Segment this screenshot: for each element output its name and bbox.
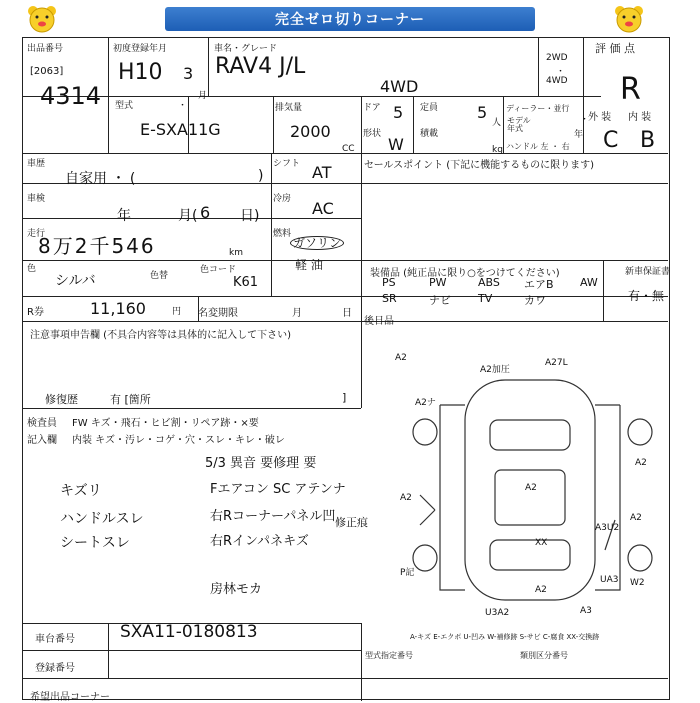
remark-scratch: キズリ [60,483,102,499]
lot-number: 4314 [40,82,102,110]
repair-history-close: ] [342,391,347,404]
remark-note: 房林モカ [210,582,263,597]
dealer-label: ディーラー・並行 [506,104,570,113]
capacity-label: 定員 [420,103,439,113]
fuel-gasoline: ガソリン [290,236,344,250]
load-label: 積載 [420,129,439,139]
equipment-item: エアB [524,278,554,291]
remark-noise: 5/3 異音 要修理 要 [205,456,317,471]
bear-mascot-icon [25,4,59,34]
bear-mascot-icon [612,4,646,34]
damage-mark-label: P記 [400,568,415,578]
fuel-diesel: 軽 油 [295,258,323,272]
recycle-ticket-value: 11,160 [90,299,146,318]
remark-panel-scratch: 右Rインパネキズ [210,534,309,549]
equipment-item: TV [478,292,493,305]
color-code-label: 色コード [200,265,237,275]
drive-option-2wd: 2WD [546,53,568,63]
shift-value: AT [312,163,332,182]
later-items-label: 後日品 [364,316,394,327]
interior-grade: B [640,128,656,153]
model-label: 型式 [115,101,134,111]
equipment-item: ABS [478,276,500,289]
remark-handle-wear: ハンドルスレ [60,511,144,527]
color-value: シルバ [55,273,96,289]
lot-number-label: 出品番号 [27,44,64,54]
damage-mark-label: A2 [525,483,537,493]
damage-mark-label: A2 [635,458,647,468]
name-change-day: 日 [342,308,352,319]
drive-option-4wd: 4WD [546,76,568,86]
inspection-month-unit: 月( [178,208,198,224]
entry-label: 記入欄 [27,435,57,446]
car-name-label: 車名・グレード [214,44,278,54]
damage-mark-label: A2 [535,585,547,595]
reg-era: H10 [118,60,163,85]
equipment-item: PW [429,276,447,289]
remark-repair-trace: 修正痕 [335,516,368,529]
checker-row-fw: FW キズ・飛石・ヒビ割・リペア跡・×要 [72,418,259,429]
damage-mark-label: W2 [630,578,645,588]
chassis-number: SXA11-0180813 [120,622,258,642]
warranty-label: 新車保証書 [625,267,671,277]
diagram-legend: A-キズ E-エクボ U-凹み W-補修跡 S-サビ C-腐食 XX-交換跡 [410,633,600,641]
shift-label: シフト [273,159,301,169]
history-value: 自家用 ・ ( [65,171,136,187]
drive-type: 4WD [380,77,419,96]
warranty-value: 有・無 [628,289,665,303]
handle-side: ハンドル 左 ・ 右 [506,142,570,151]
displacement-value: 2000 [290,122,331,141]
preferred-corner-label: 希望出品コーナー [30,692,110,703]
drive-option-sep: ・ [556,67,566,77]
model-designation-label: 型式指定番号 [365,651,413,660]
equipment-item: AW [580,276,598,289]
name-change-month: 月 [292,308,302,319]
name-change-label: 名変期限 [198,308,238,319]
exterior-grade: C [603,128,619,153]
category-number-label: 類別区分番号 [520,651,568,660]
recycle-ticket-label: R券 [27,307,44,318]
mileage-unit: km [229,248,243,258]
load-unit: kg [492,145,503,155]
checker-label: 検査員 [27,418,57,429]
shape-value: W [388,135,404,154]
interior-label: 内 装 [628,112,652,123]
capacity-unit: 人 [492,118,502,128]
displacement-unit: CC [342,144,355,154]
inspection-year-unit: 年 [117,208,131,224]
sales-point-label: セールスポイント (下記に機能するものに限ります) [364,160,595,171]
damage-mark-label: UA3 [600,575,619,585]
mileage-value: 8万2千546 [38,234,156,258]
damage-mark-label: A2 [395,353,407,363]
score-label: 評 価 点 [595,42,635,55]
car-name: RAV4 J/L [215,54,306,79]
damage-mark-label: A2加圧 [480,365,510,375]
remark-corner-panel: 右Rコーナーパネル凹 [210,509,336,524]
damage-mark-label: A2 [630,513,642,523]
color-change-label: 色替 [150,271,169,281]
fuel-label: 燃料 [273,229,292,239]
dealer-dot: ・ [580,115,590,125]
equipment-item: SR [382,292,397,305]
score-value: R [620,72,641,107]
repair-history-label: 修復歴 [45,393,78,406]
model-year-unit: 年 [574,130,584,140]
equipment-item: カワ [524,294,546,307]
color-label: 色 [27,264,37,274]
remark-seat-wear: シートスレ [60,535,130,551]
equipment-item: PS [382,276,396,289]
mileage-label: 走行 [27,229,46,239]
remark-aircon: Fエアコン SC アテンナ [210,482,346,497]
history-close: ) [258,168,264,184]
notes-label: 注意事項申告欄 (不具合内容等は具体的に記入して下さい) [30,330,291,341]
damage-mark-label: U3A2 [485,608,510,618]
door-count: 5 [393,103,404,122]
history-label: 車歴 [27,159,46,169]
damage-mark-label: A2ナ [415,398,436,408]
repair-history-value: 有 [箇所 [110,393,151,406]
damage-mark-label: A3U2 [595,523,620,533]
aircon-label: 冷房 [273,194,292,204]
damage-mark-label: A3 [580,606,592,616]
lot-sub-number: [2063] [30,66,64,77]
reg-month: 3 [183,64,194,83]
model-code: E-SXA11G [140,120,221,139]
color-code: K61 [233,275,259,290]
equipment-item: ナビ [429,294,451,307]
inspection-day-unit: 日) [240,208,260,224]
door-label: ドア [363,103,381,113]
damage-mark-label: A2 [400,493,412,503]
model-year-label: モデル 年式 [507,116,531,133]
reg-month-unit: 月 [198,91,208,101]
damage-mark-label: XX [535,538,548,548]
chassis-label: 車台番号 [35,634,75,645]
recycle-ticket-unit: 円 [172,307,182,317]
first-reg-label: 初度登録年月 [113,44,168,54]
shape-label: 形状 [363,129,382,139]
capacity-value: 5 [477,103,488,122]
registration-label: 登録番号 [35,663,75,674]
checker-row-interior: 内装 キズ・汚レ・コゲ・穴・スレ・キレ・破レ [72,435,285,446]
inspection-label: 車検 [27,194,46,204]
corner-banner: 完全ゼロ切りコーナー [165,7,535,31]
damage-mark-label: A27L [545,358,568,368]
model-dot: ・ [178,101,188,111]
aircon-value: AC [312,199,334,218]
car-damage-diagram [395,353,670,620]
equipment-label: 装備品 (純正品に限り○をつけてください) [370,268,560,279]
displacement-label: 排気量 [275,103,303,113]
inspection-day: 6 [200,203,211,222]
exterior-label: 外 装 [588,112,612,123]
